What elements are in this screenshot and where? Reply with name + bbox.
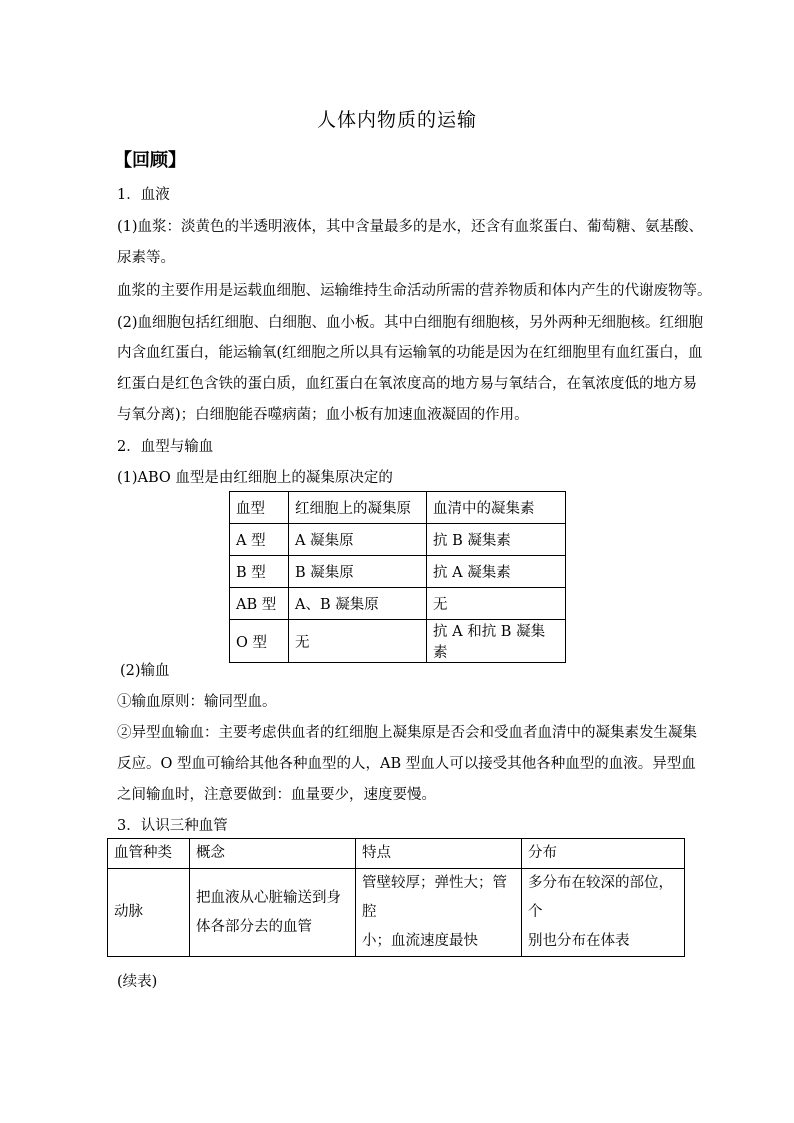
heading-blood-type: 2．血型与输血: [117, 439, 214, 455]
heading-blood: 1．血液: [117, 187, 170, 203]
vessel-name-cell: 动脉: [108, 869, 190, 957]
heterotype-line2: 反应。O 型血可输给其他各种血型的人，AB 型血人可以接受其他各种血型的血液。异型血: [117, 756, 696, 772]
table-cell: 抗 A 和抗 B 凝集素: [427, 620, 566, 663]
concept-cell: [190, 869, 356, 957]
blood-type-table: [229, 491, 566, 663]
table-cell: A 型: [230, 524, 289, 556]
plasma-paragraph-line1: (1)血浆：淡黄色的半透明液体，其中含量最多的是水，还含有血浆蛋白、葡萄糖、氨基酸、: [117, 219, 704, 235]
section-heading-review: 【回顾】: [114, 150, 186, 171]
continued-label: (续表): [117, 974, 158, 990]
plasma-paragraph-line2: 尿素等。: [117, 250, 175, 266]
concept-line2: 体各部分去的血管: [196, 918, 312, 935]
table-cell: A 凝集原: [289, 524, 427, 556]
table-cell: 抗 B 凝集素: [427, 524, 566, 556]
feature-line2: 小；血流速度最快: [362, 933, 478, 949]
table-cell: B 型: [230, 556, 289, 588]
plasma-function-paragraph: 血浆的主要作用是运载血细胞、运输维持生命活动所需的营养物质和体内产生的代谢废物等。: [117, 283, 712, 299]
table-header-row: [230, 492, 566, 524]
table-row: [230, 556, 566, 588]
page-title: 人体内物质的运输: [316, 109, 477, 131]
heterotype-line3: 之间输血时，注意要做到：血量要少，速度要慢。: [117, 787, 436, 803]
blood-cells-line4: 与氧分离)；白细胞能吞噬病菌；血小板有加速血液凝固的作用。: [117, 407, 529, 423]
header-cell: 特点: [356, 839, 522, 869]
distribution-line2: 别也分布在体表: [528, 933, 630, 949]
header-cell: 分布: [522, 839, 685, 869]
table-cell: B 凝集原: [289, 556, 427, 588]
table-cell: O 型: [230, 620, 289, 663]
header-cell: 血管种类: [108, 839, 190, 869]
blood-cells-line2: 内含血红蛋白，能运输氧(红细胞之所以具有运输氧的功能是因为在红细胞里有血红蛋白，血: [117, 345, 703, 361]
distribution-line1: 多分布在较深的部位，个: [528, 875, 673, 920]
blood-cells-line3: 红蛋白是红色含铁的蛋白质，血红蛋白在氧浓度高的地方易与氧结合，在氧浓度低的地方易: [117, 376, 697, 392]
concept-line1: 把血液从心脏输送到身: [196, 889, 341, 906]
heading-vessels: 3．认识三种血管: [117, 818, 228, 834]
blood-cells-line1: (2)血细胞包括红细胞、白细胞、血小板。其中白细胞有细胞核，另外两种无细胞核。红细胞: [117, 315, 704, 331]
table-cell: AB 型: [230, 588, 289, 620]
table-header-row: [108, 839, 685, 869]
header-cell: 概念: [190, 839, 356, 869]
table-cell: 无: [289, 620, 427, 663]
table-row: [108, 869, 685, 957]
table-cell: A、B 凝集原: [289, 588, 427, 620]
transfusion-heading: (2)输血: [120, 663, 170, 679]
table-row: [230, 524, 566, 556]
table-row: [230, 588, 566, 620]
vessel-table: [107, 838, 685, 957]
feature-line1: 管壁较厚；弹性大；管腔: [362, 875, 507, 920]
feature-cell: [356, 869, 522, 957]
transfusion-rule: ①输血原则：输同型血。: [117, 694, 277, 710]
header-cell: 血清中的凝集素: [427, 492, 566, 524]
header-cell: 红细胞上的凝集原: [289, 492, 427, 524]
table-row: [230, 620, 566, 663]
table-cell: 抗 A 凝集素: [427, 556, 566, 588]
header-cell: 血型: [230, 492, 289, 524]
table-cell: 无: [427, 588, 566, 620]
abo-intro: (1)ABO 血型是由红细胞上的凝集原决定的: [117, 470, 393, 486]
heterotype-line1: ②异型血输血：主要考虑供血者的红细胞上凝集原是否会和受血者血清中的凝集素发生凝集: [117, 725, 697, 741]
distribution-cell: [522, 869, 685, 957]
